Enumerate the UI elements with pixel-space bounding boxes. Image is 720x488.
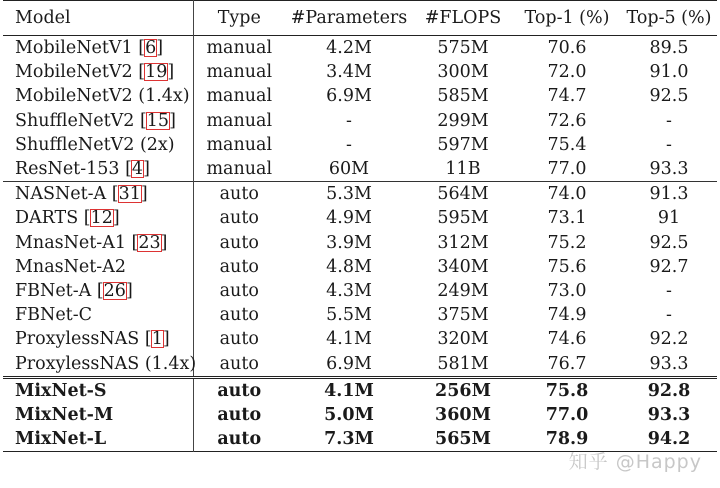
cell-params: - xyxy=(346,110,352,131)
cell-model xyxy=(3,279,193,303)
cell-type: auto xyxy=(193,279,285,303)
cell-top1: 75.8 xyxy=(513,377,621,403)
comparison-table-container xyxy=(3,0,717,452)
cell-type: manual xyxy=(193,36,285,61)
cell-type: manual xyxy=(193,109,285,133)
cell-params: 5.5M xyxy=(326,305,372,326)
cell-params: - xyxy=(346,134,352,155)
cell-top5: - xyxy=(666,134,672,155)
comparison-table xyxy=(3,0,717,452)
model-name: FBNet-C xyxy=(15,305,93,326)
table-row xyxy=(3,206,717,230)
cell-params: 4.1M xyxy=(285,377,413,403)
cell-top5: 93.3 xyxy=(647,404,691,425)
cell-model xyxy=(3,206,193,230)
model-name: ProxylessNAS [ xyxy=(15,329,152,350)
cell-params: 3.9M xyxy=(326,232,372,253)
cell-top1: 77.0 xyxy=(547,159,587,180)
citation-link[interactable]: 4 xyxy=(131,159,144,180)
table-header xyxy=(3,1,717,36)
cell-type: auto xyxy=(193,427,285,452)
model-name: MixNet-M xyxy=(15,404,114,425)
cell-type: auto xyxy=(193,206,285,230)
cell-type: manual xyxy=(193,84,285,108)
header-model: Model xyxy=(15,8,71,28)
citation-bracket: ] xyxy=(162,329,170,350)
cell-flops: 312M xyxy=(437,232,489,253)
cell-model xyxy=(3,427,193,452)
cell-type: auto xyxy=(193,327,285,351)
cell-top1: 73.1 xyxy=(547,208,587,229)
mixnet-models-group xyxy=(3,377,717,452)
cell-top1: 75.4 xyxy=(547,134,587,155)
table-row xyxy=(3,157,717,182)
table-row xyxy=(3,403,717,427)
header-flops: #FLOPS xyxy=(424,8,502,28)
cell-top5: 91.0 xyxy=(649,62,689,83)
table-row xyxy=(3,182,717,207)
cell-model xyxy=(3,231,193,255)
table-row xyxy=(3,303,717,327)
cell-model xyxy=(3,255,193,279)
header-top1: Top-1 (%) xyxy=(524,8,610,28)
cell-flops: 595M xyxy=(437,208,489,229)
cell-top1: 75.2 xyxy=(547,232,587,253)
table-row xyxy=(3,109,717,133)
model-name: DARTS [ xyxy=(15,208,91,229)
model-name: MobileNetV2 (1.4x) xyxy=(15,86,190,107)
cell-model xyxy=(3,303,193,327)
model-name: ShuffleNetV2 [ xyxy=(15,110,147,131)
cell-top5: 92.2 xyxy=(649,329,689,350)
cell-model xyxy=(3,84,193,108)
citation-bracket: ] xyxy=(125,280,133,301)
citation-link[interactable]: 6 xyxy=(145,38,157,59)
cell-type: auto xyxy=(193,403,285,427)
cell-flops: 375M xyxy=(437,305,489,326)
cell-top1: 72.0 xyxy=(547,62,587,83)
cell-model xyxy=(3,36,193,61)
cell-flops: 320M xyxy=(437,329,489,350)
model-name: MixNet-L xyxy=(15,429,107,450)
cell-top1: 76.7 xyxy=(547,353,587,374)
cell-model xyxy=(3,60,193,84)
cell-params: 60M xyxy=(328,159,370,180)
cell-type: manual xyxy=(193,133,285,157)
cell-top5: 94.2 xyxy=(647,429,691,450)
cell-top1: 72.6 xyxy=(547,110,587,131)
model-name: FBNet-A [ xyxy=(15,280,104,301)
cell-flops: 299M xyxy=(437,110,489,131)
table-row xyxy=(3,36,717,61)
cell-flops: 340M xyxy=(437,256,489,277)
model-name: ResNet-153 [ xyxy=(15,159,132,180)
header-top5: Top-5 (%) xyxy=(626,8,712,28)
cell-top5: 92.5 xyxy=(649,232,689,253)
cell-top5: - xyxy=(666,280,672,301)
cell-flops: 565M xyxy=(435,429,491,450)
table-row xyxy=(3,327,717,351)
cell-type: auto xyxy=(193,182,285,207)
citation-bracket: ] xyxy=(143,159,150,180)
citation-link[interactable]: 23 xyxy=(138,232,161,253)
cell-model xyxy=(3,327,193,351)
header-type: Type xyxy=(193,1,285,36)
cell-top5: 91 xyxy=(657,208,681,229)
model-name: MixNet-S xyxy=(15,380,107,401)
cell-params: 3.4M xyxy=(326,62,372,83)
cell-model xyxy=(3,182,193,207)
auto-models-group xyxy=(3,182,717,378)
cell-type: auto xyxy=(193,255,285,279)
table-row xyxy=(3,231,717,255)
table-row xyxy=(3,377,717,403)
cell-top1: 77.0 xyxy=(545,404,589,425)
model-name: NASNet-A [ xyxy=(15,184,119,205)
watermark: 知乎 @Happy xyxy=(568,451,702,473)
model-name: ShuffleNetV2 (2x) xyxy=(15,134,175,155)
cell-params: 4.2M xyxy=(326,38,372,59)
citation-link[interactable]: 31 xyxy=(118,184,141,205)
cell-top5: - xyxy=(666,305,672,326)
citation-link[interactable]: 1 xyxy=(151,329,163,350)
citation-link[interactable]: 19 xyxy=(145,62,168,83)
cell-params: 4.1M xyxy=(326,329,372,350)
cell-top1: 74.0 xyxy=(513,182,621,207)
cell-params: 5.0M xyxy=(324,404,374,425)
cell-top5: 89.5 xyxy=(649,38,689,59)
cell-top5: 92.7 xyxy=(649,256,689,277)
cell-top1: 75.6 xyxy=(547,256,587,277)
cell-flops: 581M xyxy=(437,353,489,374)
model-name: MnasNet-A1 [ xyxy=(15,232,139,253)
cell-top5: 92.5 xyxy=(649,86,689,107)
cell-params: 4.8M xyxy=(326,256,372,277)
cell-type: auto xyxy=(193,377,285,403)
model-name: ProxylessNAS (1.4x) xyxy=(15,353,197,374)
cell-params: 4.3M xyxy=(326,280,372,301)
cell-top1: 73.0 xyxy=(547,280,587,301)
cell-top5: - xyxy=(666,110,672,131)
citation-bracket: ] xyxy=(112,208,120,229)
citation-link[interactable]: 26 xyxy=(103,280,126,301)
header-params: #Parameters xyxy=(290,8,408,28)
cell-params: 5.3M xyxy=(285,182,413,207)
table-row xyxy=(3,60,717,84)
table-row xyxy=(3,351,717,377)
cell-top1: 70.6 xyxy=(547,38,587,59)
cell-flops: 300M xyxy=(437,62,489,83)
cell-flops: 360M xyxy=(435,404,491,425)
cell-params: 6.9M xyxy=(326,353,372,374)
cell-type: manual xyxy=(193,60,285,84)
cell-params: 6.9M xyxy=(326,86,372,107)
citation-bracket: ] xyxy=(156,38,164,59)
cell-model xyxy=(3,133,193,157)
model-name: MnasNet-A2 xyxy=(15,256,126,277)
citation-link[interactable]: 15 xyxy=(146,110,170,131)
cell-flops: 11B xyxy=(445,159,481,180)
table-row xyxy=(3,133,717,157)
citation-bracket: ] xyxy=(167,62,175,83)
cell-top1: 78.9 xyxy=(545,429,589,450)
cell-flops: 256M xyxy=(413,377,513,403)
cell-top1: 74.7 xyxy=(547,86,587,107)
cell-flops: 597M xyxy=(437,134,489,155)
manual-models-group xyxy=(3,36,717,182)
cell-model xyxy=(3,109,193,133)
cell-top5: 93.3 xyxy=(649,159,689,180)
cell-top5: 92.8 xyxy=(621,377,717,403)
cell-type: auto xyxy=(193,231,285,255)
model-name: MobileNetV2 [ xyxy=(15,62,146,83)
cell-params: 4.9M xyxy=(326,208,372,229)
cell-model xyxy=(3,351,197,377)
cell-type: manual xyxy=(193,157,285,182)
cell-flops: 564M xyxy=(413,182,513,207)
cell-flops: 249M xyxy=(437,280,489,301)
cell-params: 7.3M xyxy=(324,429,374,450)
cell-top5: 93.3 xyxy=(649,353,689,374)
cell-type: auto xyxy=(193,303,285,327)
table-row xyxy=(3,279,717,303)
cell-flops: 585M xyxy=(437,86,489,107)
model-name: MobileNetV1 [ xyxy=(15,38,146,59)
cell-top5: 91.3 xyxy=(621,182,717,207)
cell-model xyxy=(3,377,193,403)
cell-flops: 575M xyxy=(437,38,489,59)
citation-bracket: ] xyxy=(169,110,176,131)
table-row xyxy=(3,255,717,279)
cell-model xyxy=(3,403,193,427)
citation-bracket: ] xyxy=(160,232,168,253)
citation-link[interactable]: 12 xyxy=(90,208,113,229)
table-row xyxy=(3,84,717,108)
cell-top1: 74.9 xyxy=(547,305,587,326)
cell-type: auto xyxy=(193,351,285,377)
cell-top1: 74.6 xyxy=(547,329,587,350)
citation-bracket: ] xyxy=(140,184,148,205)
cell-model xyxy=(3,157,193,182)
